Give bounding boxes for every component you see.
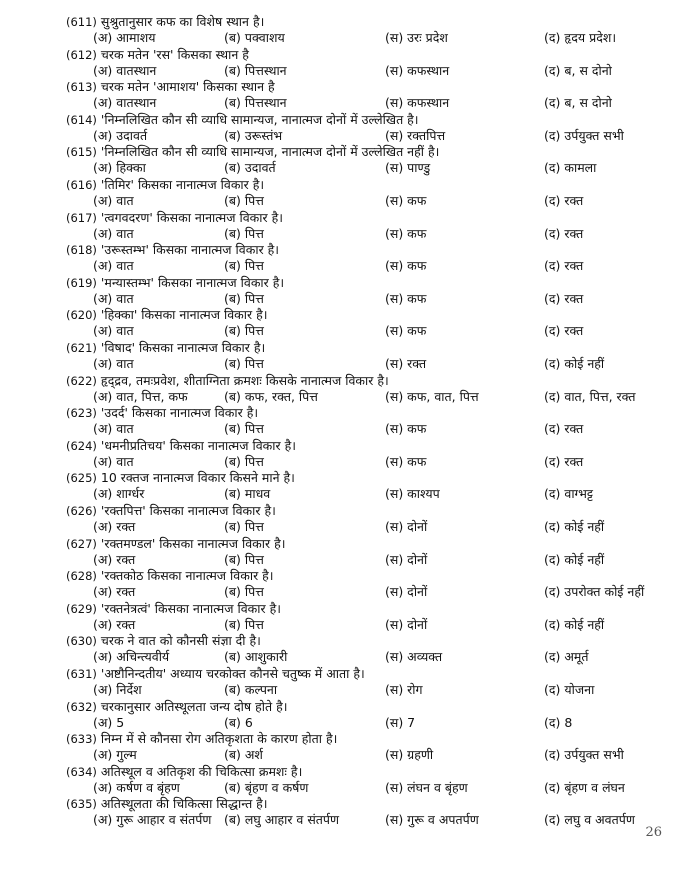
options-row <box>66 454 666 470</box>
option-a: (अ) वात <box>93 421 134 437</box>
option-d: (द) उर्पयुक्त सभी <box>544 127 624 143</box>
question-item <box>66 764 666 797</box>
question-line <box>66 112 419 128</box>
option-c: (स) कफ <box>385 258 427 274</box>
question-line <box>66 438 296 454</box>
option-b: (ब) पित्त <box>224 616 264 632</box>
option-b: (ब) पित्त <box>224 323 264 339</box>
option-d: (द) उर्पयुक्त सभी <box>544 747 624 763</box>
option-d: (द) ब, स दोनो <box>544 62 612 78</box>
option-a: (अ) वात <box>93 323 134 339</box>
question-item <box>66 210 666 243</box>
option-c: (स) गुरू व अपतर्पण <box>385 812 479 828</box>
option-b: (ब) पित्त <box>224 290 264 306</box>
option-b: (ब) अर्श <box>224 747 263 763</box>
options-row <box>66 519 666 535</box>
question-text: निम्न में से कौनसा रोग अतिकृशता के कारण होता है। <box>100 731 338 747</box>
options-row <box>66 226 666 242</box>
question-number: (622) <box>66 373 97 388</box>
option-b: (ब) माधव <box>224 486 271 502</box>
question-text: सुश्रुतानुसार कफ का विशेष स्थान है। <box>100 14 265 29</box>
option-d: (द) योजना <box>544 682 595 697</box>
question-item <box>66 144 666 177</box>
question-item <box>66 601 666 634</box>
question-line <box>66 666 365 682</box>
option-a: (अ) वातस्थान <box>93 95 157 111</box>
option-b: (ब) पित्त <box>224 551 264 567</box>
question-number: (613) <box>66 80 97 95</box>
option-d: (द) वात, पित्त, रक्त <box>544 388 636 404</box>
question-number: (619) <box>66 275 97 290</box>
option-b: (ब) आशुकारी <box>224 649 288 665</box>
option-c: (स) कफस्थान <box>385 62 450 78</box>
options-row <box>66 160 666 176</box>
option-b: (ब) कफ, रक्त, पित्त <box>224 388 318 404</box>
option-b: (ब) पक्वाशय <box>224 30 285 45</box>
question-item <box>66 14 666 47</box>
option-b: (ब) पित्तस्थान <box>224 95 287 111</box>
question-number: (620) <box>66 308 97 323</box>
option-c: (स) लंघन व बृंहण <box>385 779 468 795</box>
option-c: (स) कफ <box>385 323 427 339</box>
question-number: (621) <box>66 341 97 355</box>
option-a: (अ) कर्षण व बृंहण <box>93 779 180 795</box>
option-a: (अ) उदावर्त <box>93 127 148 143</box>
question-number: (629) <box>66 601 97 616</box>
question-text: 'विषाद' किसका नानात्मज विकार है। <box>100 340 266 355</box>
option-d: (द) रक्त <box>544 421 584 437</box>
option-d: (द) रक्त <box>544 453 584 469</box>
option-d: (द) कोई नहीं <box>544 551 605 567</box>
question-text: 'उरूस्तम्भ' किसका नानात्मज विकार है। <box>100 242 280 258</box>
option-b: (ब) उरूस्तंभ <box>224 127 283 143</box>
option-c: (स) काश्यप <box>385 486 440 502</box>
option-d: (द) कोई नहीं <box>544 519 605 534</box>
question-item <box>66 470 666 503</box>
question-item <box>66 731 666 764</box>
option-d: (द) लघु व अवतर्पण <box>544 812 635 828</box>
question-item <box>66 79 666 112</box>
option-c: (स) पाण्डु <box>385 160 431 176</box>
question-item <box>66 666 666 699</box>
option-a: (अ) रक्त <box>93 616 136 632</box>
question-text: 'तिमिर' किसका नानात्मज विकार है। <box>100 177 265 192</box>
question-number: (635) <box>66 797 97 812</box>
question-number: (618) <box>66 243 97 258</box>
question-text: चरक मतेन 'आमाशय' किसका स्थान है <box>100 79 275 95</box>
option-c: (स) दोनों <box>385 551 428 567</box>
question-number: (630) <box>66 634 97 649</box>
option-a: (अ) वात <box>93 258 134 274</box>
question-item <box>66 536 666 569</box>
options-row <box>66 715 666 731</box>
option-a: (अ) 5 <box>93 714 125 730</box>
question-number: (626) <box>66 504 97 518</box>
question-number: (623) <box>66 406 97 421</box>
options-row <box>66 780 666 796</box>
question-line <box>66 503 276 519</box>
question-line <box>66 275 284 291</box>
option-d: (द) रक्त <box>544 193 584 208</box>
question-number: (624) <box>66 438 97 453</box>
option-a: (अ) निर्देश <box>93 682 142 697</box>
option-b: (ब) बृंहण व कर्षण <box>224 779 309 795</box>
question-number: (632) <box>66 699 97 714</box>
question-item <box>66 438 666 471</box>
question-item <box>66 340 666 373</box>
options-row <box>66 63 666 79</box>
question-item <box>66 242 666 275</box>
option-b: (ब) उदावर्त <box>224 160 276 176</box>
options-row <box>66 421 666 437</box>
options-row <box>66 682 666 698</box>
question-line <box>66 307 267 323</box>
question-text: अतिस्थूल व अतिकृश की चिकित्सा क्रमशः है। <box>100 763 303 779</box>
option-d: (द) उपरोक्त कोई नहीं <box>544 584 645 600</box>
question-number: (634) <box>66 764 97 779</box>
option-a: (अ) रक्त <box>93 584 136 600</box>
option-d: (द) कामला <box>544 160 597 176</box>
option-b: (ब) पित्त <box>224 193 264 208</box>
question-item <box>66 699 666 732</box>
question-text: हृद्‌द्रव, तमःप्रवेश, शीताग्निता क्रमशः किसके नानात्मज विकार है। <box>100 372 389 388</box>
question-line <box>66 764 302 780</box>
option-c: (स) रोग <box>385 682 423 697</box>
options-row <box>66 193 666 209</box>
question-line <box>66 79 275 95</box>
option-d: (द) अमूर्त <box>544 649 589 665</box>
options-row <box>66 323 666 339</box>
option-b: (ब) लघु आहार व संतर्पण <box>224 812 340 828</box>
question-item <box>66 405 666 438</box>
options-row <box>66 389 666 405</box>
question-line <box>66 242 279 258</box>
option-d: (द) रक्त <box>544 290 584 306</box>
option-c: (स) अव्यक्त <box>385 649 443 665</box>
question-number: (615) <box>66 145 97 160</box>
option-a: (अ) अचिन्त्यवीर्य <box>93 649 170 665</box>
option-c: (स) कफ <box>385 290 427 306</box>
question-line <box>66 796 268 812</box>
option-a: (अ) वात <box>93 356 134 371</box>
question-text: 'धमनीप्रतिचय' किसका नानात्मज विकार है। <box>100 437 296 453</box>
option-d: (द) कोई नहीं <box>544 356 605 371</box>
question-line <box>66 601 281 617</box>
question-text: 'हिक्का' किसका नानात्मज विकार है। <box>100 307 268 323</box>
options-row <box>66 812 666 828</box>
option-b: (ब) पित्त <box>224 356 264 371</box>
question-number: (617) <box>66 210 97 225</box>
option-b: (ब) पित्त <box>224 258 264 274</box>
options-row <box>66 617 666 633</box>
question-text: 'रक्तमण्डल' किसका नानात्मज विकार है। <box>100 535 286 551</box>
question-text: 'मन्यास्तम्भ' किसका नानात्मज विकार है। <box>100 274 285 290</box>
options-row <box>66 486 666 502</box>
question-line <box>66 633 261 649</box>
option-d: (द) 8 <box>544 714 573 730</box>
options-row <box>66 356 666 372</box>
option-a: (अ) आमाशय <box>93 30 156 45</box>
question-number: (616) <box>66 178 97 192</box>
option-b: (ब) पित्तस्थान <box>224 62 287 78</box>
option-c: (स) दोनों <box>385 584 428 600</box>
question-text: चरक मतेन 'रस' किसका स्थान है <box>100 46 249 62</box>
option-d: (द) हृदय प्रदेश। <box>544 30 617 45</box>
question-line <box>66 731 337 747</box>
options-row <box>66 258 666 274</box>
option-a: (अ) हिक्का <box>93 160 146 176</box>
question-text: 'उदर्द' किसका नानात्मज विकार है। <box>100 405 259 421</box>
option-b: (ब) पित्त <box>224 453 264 469</box>
option-d: (द) कोई नहीं <box>544 616 605 632</box>
option-b: (ब) 6 <box>224 714 253 730</box>
option-c: (स) कफ, वात, पित्त <box>385 388 479 404</box>
question-item <box>66 796 666 829</box>
question-text: 10 रक्तज नानात्मज विकार किसने माने है। <box>100 470 295 486</box>
question-item <box>66 503 666 536</box>
option-c: (स) उरः प्रदेश <box>385 30 448 45</box>
question-line <box>66 144 439 160</box>
question-item <box>66 47 666 80</box>
question-number: (625) <box>66 471 97 486</box>
option-b: (ब) कल्पना <box>224 682 278 697</box>
option-a: (अ) शार्ग्धर <box>93 486 145 502</box>
question-line <box>66 405 258 421</box>
option-a: (अ) वात <box>93 225 134 241</box>
option-c: (स) ग्रहणी <box>385 747 434 763</box>
question-line <box>66 47 249 63</box>
question-text: 'अष्टौनिन्दतीय' अध्याय चरकोक्त कौनसे चतुष्क में आता है। <box>100 666 365 681</box>
option-a: (अ) गुरू आहार व संतर्पण <box>93 812 212 828</box>
option-d: (द) वाग्भट्ट <box>544 486 593 502</box>
option-c: (स) दोनों <box>385 519 428 534</box>
option-c: (स) 7 <box>385 714 416 730</box>
option-a: (अ) रक्त <box>93 551 136 567</box>
question-item <box>66 275 666 308</box>
option-d: (द) रक्त <box>544 225 584 241</box>
question-line <box>66 470 295 486</box>
question-number: (614) <box>66 112 97 127</box>
question-text: 'रक्तकोठ किसका नानात्मज विकार है। <box>100 568 274 584</box>
option-a: (अ) वात <box>93 193 134 208</box>
option-a: (अ) वात <box>93 453 134 469</box>
question-item <box>66 307 666 340</box>
question-number: (631) <box>66 667 97 681</box>
question-line <box>66 568 274 584</box>
question-number: (633) <box>66 732 97 747</box>
question-item <box>66 568 666 601</box>
options-row <box>66 649 666 665</box>
question-line <box>66 340 265 356</box>
question-line <box>66 699 287 715</box>
option-c: (स) कफ <box>385 421 427 437</box>
question-line <box>66 373 389 389</box>
question-text: अतिस्थूलता की चिकित्सा सिद्धान्त है। <box>100 796 268 812</box>
question-text: चरक ने वात को कौनसी संज्ञा दी है। <box>100 633 261 649</box>
option-c: (स) रक्त <box>385 356 427 371</box>
option-c: (स) कफ <box>385 193 427 208</box>
option-c: (स) दोनों <box>385 616 428 632</box>
option-b: (ब) पित्त <box>224 421 264 437</box>
option-a: (अ) गुल्म <box>93 747 137 763</box>
option-c: (स) कफस्थान <box>385 95 450 111</box>
question-line <box>66 14 264 30</box>
option-c: (स) रक्तपित्त <box>385 127 446 143</box>
option-c: (स) कफ <box>385 225 427 241</box>
option-a: (अ) रक्त <box>93 519 136 534</box>
options-row <box>66 30 666 46</box>
option-d: (द) बृंहण व लंघन <box>544 779 625 795</box>
question-number: (612) <box>66 47 97 62</box>
option-b: (ब) पित्त <box>224 225 264 241</box>
option-d: (द) रक्त <box>544 258 584 274</box>
option-a: (अ) वातस्थान <box>93 62 157 78</box>
option-a: (अ) वात <box>93 290 134 306</box>
question-item <box>66 112 666 145</box>
option-a: (अ) वात, पित्त, कफ <box>93 388 188 404</box>
question-text: चरकानुसार अतिस्थूलता जन्य दोष होते है। <box>100 698 288 714</box>
question-number: (628) <box>66 569 97 584</box>
question-line <box>66 210 283 226</box>
question-number: (611) <box>66 15 97 29</box>
question-number: (627) <box>66 536 97 551</box>
options-row <box>66 747 666 763</box>
question-line <box>66 177 264 193</box>
question-item <box>66 373 666 406</box>
question-item <box>66 177 666 210</box>
question-text: 'रक्तपित्त' किसका नानात्मज विकार है। <box>100 503 276 518</box>
option-d: (द) रक्त <box>544 323 584 339</box>
question-text: 'रक्तनेत्रत्वं' किसका नानात्मज विकार है। <box>100 600 281 616</box>
page-number: 26 <box>645 825 662 840</box>
option-b: (ब) पित्त <box>224 519 264 534</box>
options-row <box>66 584 666 600</box>
options-row <box>66 128 666 144</box>
question-text: 'त्वगवदरण' किसका नानात्मज विकार है। <box>100 209 283 225</box>
options-row <box>66 291 666 307</box>
option-d: (द) ब, स दोनो <box>544 95 612 111</box>
question-text: 'निम्नलिखित कौन सी व्याधि सामान्यज, नानात्मज दोनों में उल्लेखित है। <box>100 111 419 127</box>
options-row <box>66 95 666 111</box>
option-c: (स) कफ <box>385 453 427 469</box>
option-b: (ब) पित्त <box>224 584 264 600</box>
question-item <box>66 633 666 666</box>
question-text: 'निम्नलिखित कौन सी व्याधि सामान्यज, नानात्मज दोनों में उल्लेखित नहीं है। <box>100 144 440 160</box>
question-line <box>66 536 285 552</box>
options-row <box>66 552 666 568</box>
